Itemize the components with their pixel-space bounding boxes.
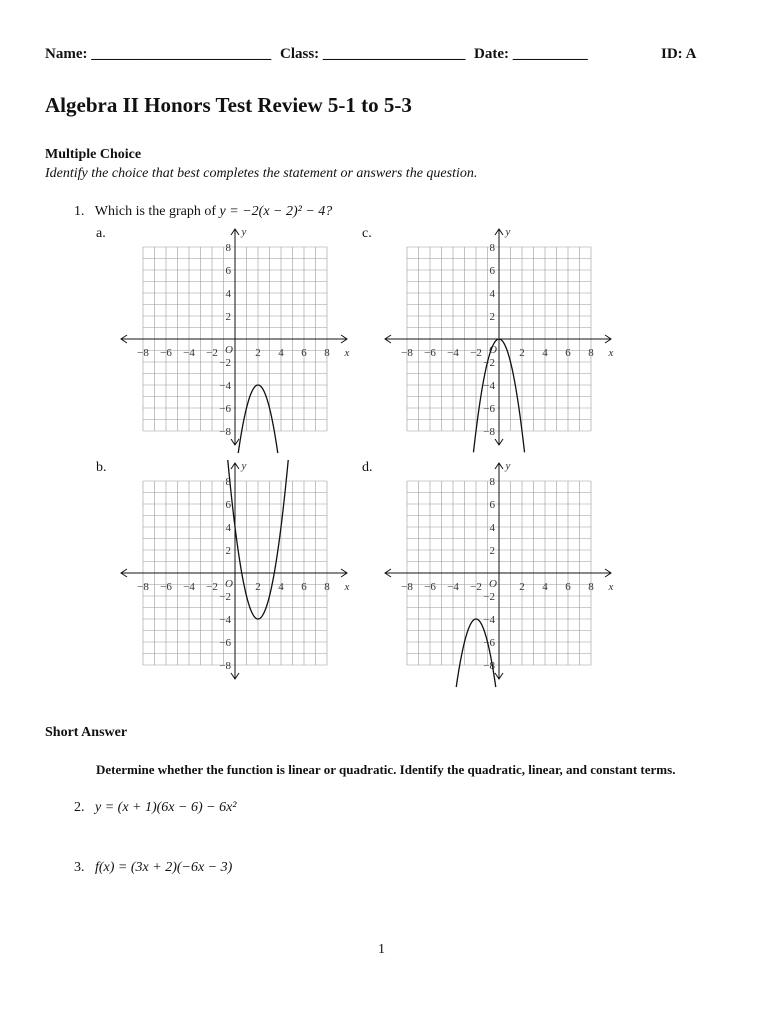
x-tick-label: −8: [137, 347, 149, 359]
y-tick-label: 4: [489, 288, 495, 300]
y-tick-label: −6: [483, 403, 495, 415]
origin-label: O: [225, 578, 233, 590]
multiple-choice-heading: Multiple Choice: [45, 147, 142, 162]
x-tick-label: 2: [255, 347, 261, 359]
class-field: [280, 46, 465, 63]
y-tick-label: −8: [483, 426, 495, 438]
x-tick-label: −8: [137, 581, 149, 593]
x-tick-label: 2: [255, 581, 261, 593]
y-tick-label: −4: [483, 614, 495, 626]
y-tick-label: −8: [483, 660, 495, 672]
y-axis-label: y: [241, 460, 247, 472]
x-axis-label: x: [608, 581, 614, 593]
option-c-label: c.: [362, 226, 372, 241]
y-tick-label: −2: [483, 357, 495, 369]
page-title: Algebra II Honors Test Review 5-1 to 5-3: [45, 93, 412, 117]
y-tick-label: −6: [219, 403, 231, 415]
y-tick-label: 4: [225, 288, 231, 300]
question-equation: y = −2(x − 2)² − 4?: [219, 204, 333, 219]
y-tick-label: −2: [219, 357, 231, 369]
class-blank: ___________________: [322, 46, 466, 62]
x-tick-label: 6: [301, 581, 307, 593]
x-tick-label: −4: [447, 347, 459, 359]
date-blank: __________: [512, 46, 588, 62]
x-tick-label: 6: [565, 347, 571, 359]
y-tick-label: 2: [225, 545, 231, 557]
x-tick-label: 8: [324, 581, 330, 593]
y-tick-label: −8: [219, 426, 231, 438]
x-axis-label: x: [344, 347, 350, 359]
x-tick-label: −6: [160, 347, 172, 359]
y-tick-label: 4: [489, 522, 495, 534]
x-tick-label: 8: [588, 347, 594, 359]
question-2: [74, 800, 237, 816]
x-tick-label: 4: [542, 347, 548, 359]
y-tick-label: 6: [225, 499, 231, 511]
graph-option-b: [118, 460, 363, 710]
y-tick-label: 6: [489, 499, 495, 511]
y-tick-label: 8: [225, 242, 231, 254]
y-tick-label: −4: [483, 380, 495, 392]
x-tick-label: −4: [183, 347, 195, 359]
coordinate-plane: [382, 226, 627, 471]
y-tick-label: 8: [489, 242, 495, 254]
x-tick-label: 4: [542, 581, 548, 593]
x-axis-label: x: [608, 347, 614, 359]
x-tick-label: −2: [206, 347, 218, 359]
y-tick-label: 6: [489, 265, 495, 277]
x-tick-label: 6: [565, 581, 571, 593]
y-tick-label: −4: [219, 614, 231, 626]
y-axis-label: y: [505, 460, 511, 472]
question-expression: y = (x + 1)(6x − 6) − 6x²: [95, 800, 237, 815]
x-tick-label: −2: [470, 347, 482, 359]
x-tick-label: −6: [424, 581, 436, 593]
x-tick-label: −2: [206, 581, 218, 593]
y-tick-label: −6: [483, 637, 495, 649]
multiple-choice-instructions: Identify the choice that best completes the statement or answers the question.: [45, 166, 478, 181]
x-tick-label: −6: [424, 347, 436, 359]
x-axis-label: x: [344, 581, 350, 593]
y-tick-label: 2: [489, 545, 495, 557]
question-number: 2.: [74, 800, 85, 815]
name-blank: ________________________: [91, 46, 272, 62]
x-tick-label: −8: [401, 581, 413, 593]
y-tick-label: −2: [219, 591, 231, 603]
name-label: Name:: [45, 46, 88, 62]
short-answer-heading: Short Answer: [45, 725, 128, 740]
graph-option-c: [382, 226, 627, 476]
y-tick-label: 2: [489, 311, 495, 323]
short-answer-directions: Determine whether the function is linear or quadratic. Identify the quadratic, linear, and constant terms.: [96, 762, 676, 777]
x-tick-label: −8: [401, 347, 413, 359]
origin-label: O: [225, 344, 233, 356]
graph-option-d: [382, 460, 627, 710]
x-tick-label: −6: [160, 581, 172, 593]
y-tick-label: 4: [225, 522, 231, 534]
id-label: ID: A: [661, 46, 697, 62]
x-tick-label: 4: [278, 581, 284, 593]
y-tick-label: 8: [489, 476, 495, 488]
coordinate-plane: [118, 226, 363, 471]
option-a-label: a.: [96, 226, 106, 241]
y-axis-label: y: [505, 226, 511, 238]
x-tick-label: 2: [519, 581, 525, 593]
y-tick-label: −6: [219, 637, 231, 649]
graph-option-a: [118, 226, 363, 476]
origin-label: O: [489, 344, 497, 356]
date-label: Date:: [474, 46, 509, 62]
date-field: [474, 46, 588, 63]
y-tick-label: 2: [225, 311, 231, 323]
y-tick-label: −4: [219, 380, 231, 392]
class-label: Class:: [280, 46, 320, 62]
x-tick-label: 8: [324, 347, 330, 359]
coordinate-plane: [382, 460, 627, 705]
question-expression: f(x) = (3x + 2)(−6x − 3): [95, 860, 233, 875]
x-tick-label: 2: [519, 347, 525, 359]
question-1: [74, 204, 332, 220]
question-3: [74, 860, 232, 876]
y-tick-label: 6: [225, 265, 231, 277]
name-field: [45, 46, 271, 63]
question-number: 3.: [74, 860, 85, 875]
option-b-label: b.: [96, 460, 107, 475]
y-tick-label: −2: [483, 591, 495, 603]
coordinate-plane: [118, 460, 363, 705]
x-tick-label: −2: [470, 581, 482, 593]
y-axis-label: y: [241, 226, 247, 238]
page-number: 1: [378, 942, 385, 957]
x-tick-label: 4: [278, 347, 284, 359]
y-tick-label: −8: [219, 660, 231, 672]
x-tick-label: −4: [183, 581, 195, 593]
option-d-label: d.: [362, 460, 373, 475]
question-number: 1.: [74, 204, 85, 219]
x-tick-label: 6: [301, 347, 307, 359]
question-text: Which is the graph of: [94, 204, 217, 219]
x-tick-label: −4: [447, 581, 459, 593]
origin-label: O: [489, 578, 497, 590]
x-tick-label: 8: [588, 581, 594, 593]
y-tick-label: 8: [225, 476, 231, 488]
